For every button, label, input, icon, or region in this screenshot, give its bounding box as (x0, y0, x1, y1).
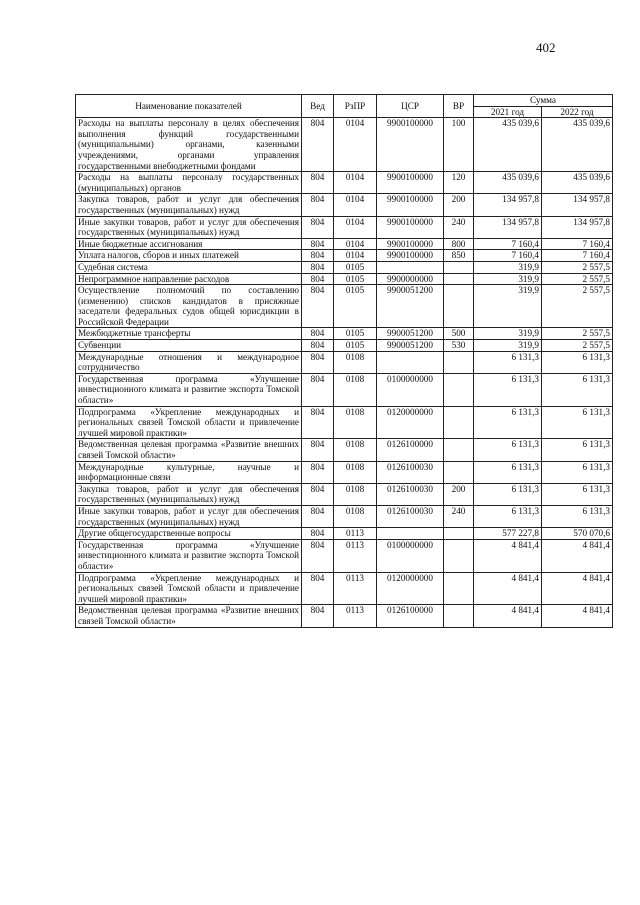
cell-csr: 0120000000 (377, 406, 444, 439)
cell-sum-2022: 2 557,5 (542, 340, 613, 352)
table-row (76, 572, 613, 605)
cell-rzpr: 0113 (334, 528, 377, 540)
cell-rzpr: 0104 (334, 250, 377, 262)
header-sum: Сумма (474, 95, 613, 107)
cell-sum-2021: 6 131,3 (474, 351, 542, 373)
cell-vr: 530 (444, 340, 474, 352)
cell-sum-2022: 4 841,4 (542, 572, 613, 605)
cell-name: Межбюджетные трансферты (76, 328, 302, 340)
cell-csr: 9900051200 (377, 328, 444, 340)
cell-ved: 804 (302, 351, 334, 373)
cell-rzpr: 0105 (334, 261, 377, 273)
cell-ved: 804 (302, 172, 334, 194)
cell-name: Уплата налогов, сборов и иных платежей (76, 250, 302, 262)
cell-sum-2022: 6 131,3 (542, 351, 613, 373)
header-year-2021: 2021 год (474, 106, 542, 118)
cell-csr (377, 351, 444, 373)
cell-vr: 200 (444, 194, 474, 216)
cell-rzpr: 0113 (334, 539, 377, 572)
header-vr: ВР (444, 95, 474, 118)
table-body (76, 118, 613, 627)
cell-ved: 804 (302, 118, 334, 172)
cell-csr: 0120000000 (377, 572, 444, 605)
cell-name: Судебная система (76, 261, 302, 273)
cell-name: Закупка товаров, работ и услуг для обеспечения государственных (муниципальных) нужд (76, 194, 302, 216)
cell-name: Непрограммное направление расходов (76, 273, 302, 285)
cell-rzpr: 0113 (334, 572, 377, 605)
table-row (76, 528, 613, 540)
cell-name: Государственная программа «Улучшение инвестиционного климата и развитие экспорта Томской области» (76, 539, 302, 572)
cell-sum-2022: 6 131,3 (542, 373, 613, 406)
cell-vr (444, 539, 474, 572)
cell-sum-2021: 6 131,3 (474, 439, 542, 461)
cell-name: Иные закупки товаров, работ и услуг для обеспечения государственных (муниципальных) нужд (76, 505, 302, 527)
cell-csr: 9900100000 (377, 194, 444, 216)
cell-rzpr: 0105 (334, 340, 377, 352)
cell-name: Подпрограмма «Укрепление международных и региональных связей Томской области и привлечение лучшей мировой практики» (76, 406, 302, 439)
cell-vr (444, 461, 474, 483)
header-ved: Вед (302, 95, 334, 118)
cell-vr: 850 (444, 250, 474, 262)
cell-name: Расходы на выплаты персоналу государственных (муниципальных) органов (76, 172, 302, 194)
cell-sum-2022: 6 131,3 (542, 439, 613, 461)
cell-ved: 804 (302, 505, 334, 527)
cell-ved: 804 (302, 273, 334, 285)
cell-name: Расходы на выплаты персоналу в целях обеспечения выполнения функций государственными (муниципальными) органами, казенными учреждениями, органами управления государственными внебюджетными фондами (76, 118, 302, 172)
cell-ved: 804 (302, 340, 334, 352)
cell-sum-2022: 7 160,4 (542, 250, 613, 262)
cell-sum-2021: 7 160,4 (474, 250, 542, 262)
cell-csr: 9900051200 (377, 285, 444, 328)
cell-csr: 9900100000 (377, 118, 444, 172)
cell-csr (377, 261, 444, 273)
table-row (76, 483, 613, 505)
cell-csr: 9900100000 (377, 216, 444, 238)
cell-vr (444, 285, 474, 328)
table-row (76, 351, 613, 373)
cell-sum-2021: 319,9 (474, 328, 542, 340)
cell-ved: 804 (302, 285, 334, 328)
table-row (76, 194, 613, 216)
table-row (76, 406, 613, 439)
cell-sum-2022: 134 957,8 (542, 194, 613, 216)
cell-vr: 100 (444, 118, 474, 172)
cell-ved: 804 (302, 261, 334, 273)
cell-ved: 804 (302, 439, 334, 461)
cell-name: Ведомственная целевая программа «Развитие внешних связей Томской области» (76, 605, 302, 627)
cell-ved: 804 (302, 483, 334, 505)
table-row (76, 285, 613, 328)
cell-sum-2022: 6 131,3 (542, 505, 613, 527)
cell-sum-2022: 2 557,5 (542, 261, 613, 273)
cell-rzpr: 0105 (334, 328, 377, 340)
header-year-2022: 2022 год (542, 106, 613, 118)
cell-sum-2021: 134 957,8 (474, 216, 542, 238)
cell-vr: 240 (444, 216, 474, 238)
cell-name: Субвенции (76, 340, 302, 352)
cell-sum-2021: 4 841,4 (474, 539, 542, 572)
cell-vr (444, 273, 474, 285)
cell-name: Подпрограмма «Укрепление международных и региональных связей Томской области и привлечение лучшей мировой практики» (76, 572, 302, 605)
cell-vr (444, 261, 474, 273)
cell-ved: 804 (302, 216, 334, 238)
table-row (76, 261, 613, 273)
cell-ved: 804 (302, 539, 334, 572)
cell-ved: 804 (302, 605, 334, 627)
cell-csr: 0100000000 (377, 539, 444, 572)
cell-csr: 9900051200 (377, 340, 444, 352)
cell-name: Другие общегосударственные вопросы (76, 528, 302, 540)
header-name: Наименование показателей (76, 95, 302, 118)
cell-ved: 804 (302, 238, 334, 250)
cell-vr (444, 572, 474, 605)
table-row (76, 439, 613, 461)
cell-vr: 240 (444, 505, 474, 527)
cell-sum-2021: 6 131,3 (474, 505, 542, 527)
cell-sum-2022: 2 557,5 (542, 285, 613, 328)
cell-sum-2022: 435 039,6 (542, 172, 613, 194)
header-csr: ЦСР (377, 95, 444, 118)
cell-csr: 0126100030 (377, 483, 444, 505)
cell-csr: 9900100000 (377, 172, 444, 194)
cell-sum-2022: 435 039,6 (542, 118, 613, 172)
cell-sum-2021: 6 131,3 (474, 461, 542, 483)
cell-ved: 804 (302, 528, 334, 540)
cell-sum-2022: 2 557,5 (542, 328, 613, 340)
cell-sum-2022: 570 070,6 (542, 528, 613, 540)
table-row (76, 505, 613, 527)
cell-sum-2021: 319,9 (474, 285, 542, 328)
cell-rzpr: 0108 (334, 505, 377, 527)
cell-sum-2022: 6 131,3 (542, 483, 613, 505)
table-row (76, 373, 613, 406)
cell-csr: 9900100000 (377, 250, 444, 262)
cell-csr: 0126100030 (377, 505, 444, 527)
cell-rzpr: 0113 (334, 605, 377, 627)
cell-sum-2021: 6 131,3 (474, 406, 542, 439)
cell-rzpr: 0104 (334, 216, 377, 238)
cell-sum-2021: 319,9 (474, 261, 542, 273)
cell-sum-2021: 6 131,3 (474, 483, 542, 505)
cell-name: Международные отношения и международное сотрудничество (76, 351, 302, 373)
cell-ved: 804 (302, 328, 334, 340)
table-row (76, 250, 613, 262)
cell-sum-2022: 134 957,8 (542, 216, 613, 238)
table-row (76, 539, 613, 572)
cell-csr: 9900100000 (377, 238, 444, 250)
cell-csr: 0100000000 (377, 373, 444, 406)
cell-vr (444, 528, 474, 540)
cell-sum-2021: 577 227,8 (474, 528, 542, 540)
cell-name: Иные закупки товаров, работ и услуг для обеспечения государственных (муниципальных) нужд (76, 216, 302, 238)
cell-ved: 804 (302, 250, 334, 262)
table-row (76, 172, 613, 194)
table-row (76, 273, 613, 285)
cell-sum-2021: 319,9 (474, 273, 542, 285)
cell-sum-2022: 2 557,5 (542, 273, 613, 285)
header-rzpr: РзПР (334, 95, 377, 118)
cell-vr (444, 373, 474, 406)
cell-rzpr: 0108 (334, 373, 377, 406)
table-row (76, 461, 613, 483)
cell-sum-2021: 7 160,4 (474, 238, 542, 250)
cell-vr: 120 (444, 172, 474, 194)
cell-vr (444, 406, 474, 439)
table-row (76, 340, 613, 352)
cell-sum-2022: 6 131,3 (542, 461, 613, 483)
cell-name: Государственная программа «Улучшение инвестиционного климата и развитие экспорта Томской области» (76, 373, 302, 406)
cell-rzpr: 0104 (334, 118, 377, 172)
budget-table (75, 94, 613, 628)
cell-name: Осуществление полномочий по составлению (изменению) списков кандидатов в присяжные заседатели федеральных судов общей юрисдикции в Российской Федерации (76, 285, 302, 328)
cell-sum-2021: 6 131,3 (474, 373, 542, 406)
table-row (76, 216, 613, 238)
cell-csr: 0126100030 (377, 461, 444, 483)
cell-rzpr: 0105 (334, 285, 377, 328)
cell-sum-2021: 319,9 (474, 340, 542, 352)
cell-rzpr: 0108 (334, 406, 377, 439)
cell-rzpr: 0108 (334, 461, 377, 483)
cell-vr (444, 351, 474, 373)
cell-csr (377, 528, 444, 540)
cell-name: Международные культурные, научные и информационные связи (76, 461, 302, 483)
cell-sum-2021: 435 039,6 (474, 172, 542, 194)
cell-sum-2021: 4 841,4 (474, 572, 542, 605)
cell-rzpr: 0104 (334, 238, 377, 250)
cell-csr: 0126100000 (377, 605, 444, 627)
cell-sum-2021: 4 841,4 (474, 605, 542, 627)
cell-ved: 804 (302, 373, 334, 406)
table-row (76, 328, 613, 340)
cell-vr: 500 (444, 328, 474, 340)
cell-rzpr: 0104 (334, 194, 377, 216)
cell-rzpr: 0105 (334, 273, 377, 285)
cell-sum-2022: 7 160,4 (542, 238, 613, 250)
cell-ved: 804 (302, 461, 334, 483)
page-number: 402 (536, 40, 556, 55)
table-row (76, 118, 613, 172)
cell-rzpr: 0108 (334, 483, 377, 505)
cell-csr: 9900000000 (377, 273, 444, 285)
cell-rzpr: 0104 (334, 172, 377, 194)
cell-sum-2022: 4 841,4 (542, 605, 613, 627)
table-row (76, 605, 613, 627)
table-row (76, 238, 613, 250)
cell-sum-2022: 4 841,4 (542, 539, 613, 572)
cell-ved: 804 (302, 572, 334, 605)
cell-vr (444, 605, 474, 627)
cell-ved: 804 (302, 406, 334, 439)
cell-name: Иные бюджетные ассигнования (76, 238, 302, 250)
cell-name: Закупка товаров, работ и услуг для обеспечения государственных (муниципальных) нужд (76, 483, 302, 505)
cell-sum-2022: 6 131,3 (542, 406, 613, 439)
cell-vr (444, 439, 474, 461)
cell-sum-2021: 134 957,8 (474, 194, 542, 216)
cell-vr: 800 (444, 238, 474, 250)
cell-rzpr: 0108 (334, 351, 377, 373)
cell-ved: 804 (302, 194, 334, 216)
cell-name: Ведомственная целевая программа «Развитие внешних связей Томской области» (76, 439, 302, 461)
cell-sum-2021: 435 039,6 (474, 118, 542, 172)
cell-vr: 200 (444, 483, 474, 505)
cell-rzpr: 0108 (334, 439, 377, 461)
table-header (76, 95, 613, 118)
cell-csr: 0126100000 (377, 439, 444, 461)
